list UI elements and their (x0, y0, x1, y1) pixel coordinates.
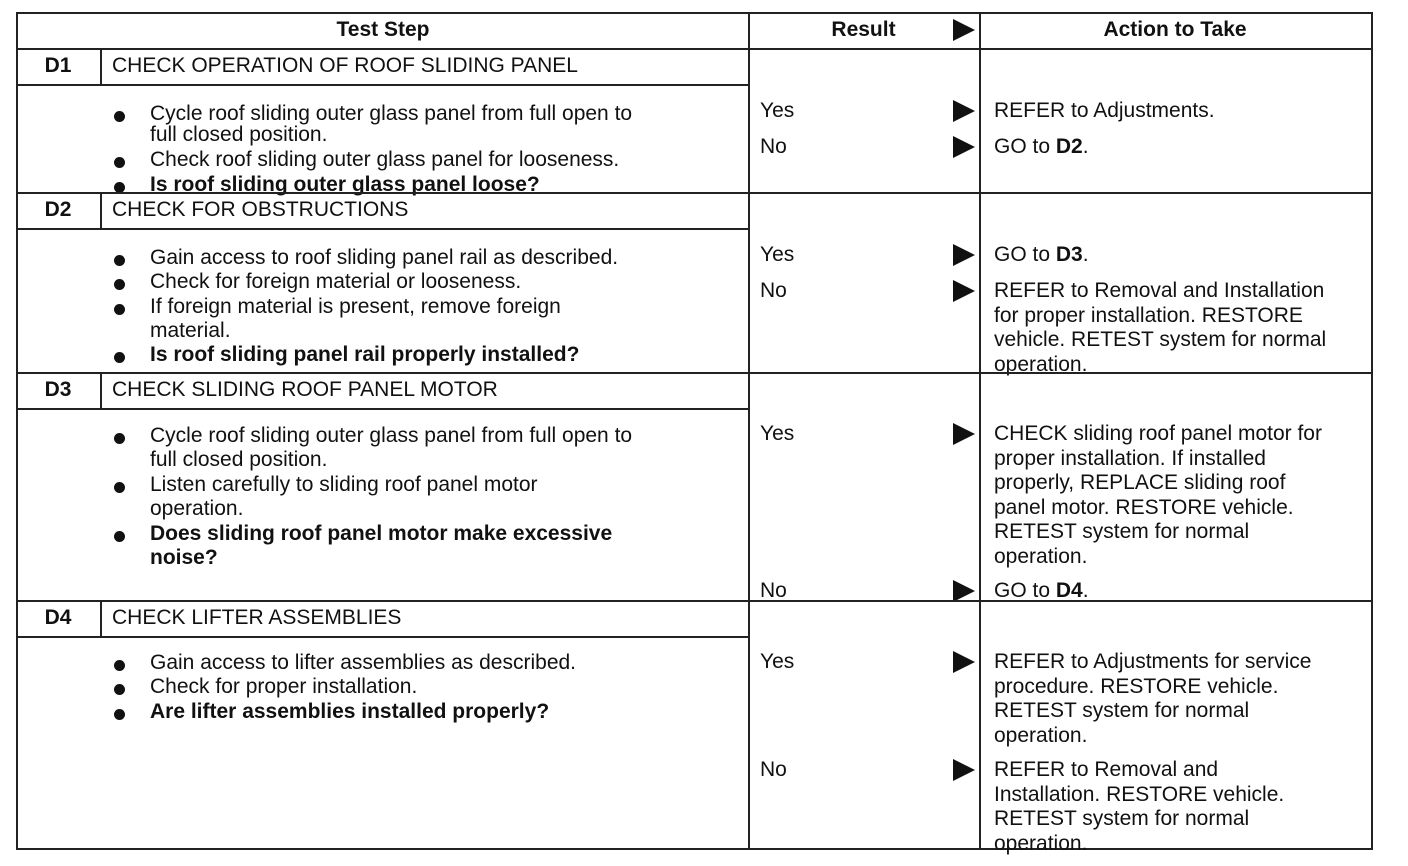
result-arrow-icon (953, 759, 975, 781)
action-text: operation. (994, 544, 1088, 568)
test-step-text: noise? (150, 546, 218, 569)
result-arrow-icon (953, 651, 975, 673)
step-title: CHECK OPERATION OF ROOF SLIDING PANEL (112, 54, 578, 77)
test-step-text: Listen carefully to sliding roof panel motor (150, 473, 538, 496)
step-separator (18, 600, 1371, 602)
action-text: vehicle. RETEST system for normal (994, 328, 1327, 351)
bullet-icon (114, 482, 125, 493)
action-text: properly, REPLACE sliding roof (994, 471, 1286, 494)
result-label: Yes (760, 650, 795, 673)
action-text: proper installation. If installed (994, 446, 1266, 470)
step-title: CHECK SLIDING ROOF PANEL MOTOR (112, 378, 498, 401)
header-test-step: Test Step (336, 18, 430, 41)
result-label: No (760, 579, 787, 602)
action-text: GO to D4. (994, 579, 1089, 602)
bullet-icon (114, 157, 125, 168)
test-step-text: Are lifter assemblies installed properly? (150, 700, 550, 723)
bullet-icon (114, 433, 125, 444)
step-number: D3 (44, 378, 72, 401)
step-title: CHECK LIFTER ASSEMBLIES (112, 606, 402, 629)
step-number-divider (100, 48, 102, 84)
action-text: RETEST system for normal (994, 520, 1250, 543)
test-step-text: Is roof sliding outer glass panel loose? (150, 173, 540, 196)
bullet-icon (114, 709, 125, 720)
test-step-text: material. (150, 319, 231, 342)
result-column-divider (748, 14, 750, 848)
test-step-text: Gain access to lifter assemblies as described. (150, 651, 577, 674)
action-text: CHECK sliding roof panel motor for (994, 422, 1322, 445)
action-text: procedure. RESTORE vehicle. (994, 674, 1279, 698)
step-title-rule (18, 636, 748, 638)
result-label: No (760, 758, 787, 781)
test-step-text: Is roof sliding panel rail properly installed? (150, 343, 580, 366)
action-column-divider (979, 14, 981, 848)
result-arrow-icon (953, 580, 975, 602)
step-separator (18, 192, 1371, 194)
action-text: panel motor. RESTORE vehicle. (994, 495, 1294, 519)
header-rule (18, 48, 1371, 50)
action-text: RETEST system for normal (994, 807, 1250, 830)
bullet-icon (114, 660, 125, 671)
action-text: GO to D2. (994, 135, 1089, 158)
bullet-icon (114, 304, 125, 315)
bullet-icon (114, 255, 125, 266)
action-text: operation. (994, 723, 1088, 747)
step-separator (18, 372, 1371, 374)
test-step-text: Gain access to roof sliding panel rail as described. (150, 246, 619, 269)
step-number: D2 (44, 198, 72, 221)
result-arrow-icon (953, 423, 975, 445)
result-label: Yes (760, 99, 795, 122)
test-step-text: Check roof sliding outer glass panel for looseness. (150, 148, 620, 171)
test-step-text: operation. (150, 497, 244, 520)
step-title-rule (18, 228, 748, 230)
action-text: REFER to Adjustments for service (994, 650, 1312, 673)
result-label: Yes (760, 243, 795, 266)
step-number: D1 (44, 54, 72, 77)
test-step-text: Does sliding roof panel motor make excessive (150, 522, 613, 545)
step-number-divider (100, 600, 102, 636)
step-title-rule (18, 408, 748, 410)
action-text: for proper installation. RESTORE (994, 303, 1303, 327)
header-arrow-icon (953, 19, 975, 41)
result-label: No (760, 279, 787, 302)
header-result: Result (831, 18, 896, 41)
result-arrow-icon (953, 244, 975, 266)
test-step-text: Cycle roof sliding outer glass panel from full open to (150, 424, 633, 447)
action-text: REFER to Removal and Installation (994, 279, 1325, 302)
test-step-text: Cycle roof sliding outer glass panel from full open to (150, 102, 633, 125)
action-text: RETEST system for normal (994, 699, 1250, 722)
result-label: No (760, 135, 787, 158)
diagnostic-table (16, 12, 1373, 855)
bullet-icon (114, 531, 125, 542)
test-step-text: Check for foreign material or looseness. (150, 270, 522, 293)
test-step-text: full closed position. (150, 123, 328, 146)
header-action: Action to Take (1103, 18, 1247, 41)
step-number-divider (100, 192, 102, 228)
bullet-icon (114, 352, 125, 363)
action-text: REFER to Adjustments. (994, 99, 1215, 122)
action-text: Installation. RESTORE vehicle. (994, 782, 1285, 806)
result-arrow-icon (953, 280, 975, 302)
action-text: REFER to Removal and (994, 758, 1219, 781)
action-text: GO to D3. (994, 243, 1089, 266)
bullet-icon (114, 279, 125, 290)
test-step-text: If foreign material is present, remove foreign (150, 295, 561, 318)
result-label: Yes (760, 422, 795, 445)
step-title: CHECK FOR OBSTRUCTIONS (112, 198, 409, 221)
action-text: operation. (994, 352, 1088, 376)
result-arrow-icon (953, 136, 975, 158)
bullet-icon (114, 111, 125, 122)
bullet-icon (114, 684, 125, 695)
result-arrow-icon (953, 100, 975, 122)
action-text: operation. (994, 831, 1088, 855)
step-number-divider (100, 372, 102, 408)
test-step-text: full closed position. (150, 448, 328, 471)
test-step-text: Check for proper installation. (150, 675, 418, 698)
step-title-rule (18, 84, 748, 86)
step-number: D4 (44, 606, 72, 629)
